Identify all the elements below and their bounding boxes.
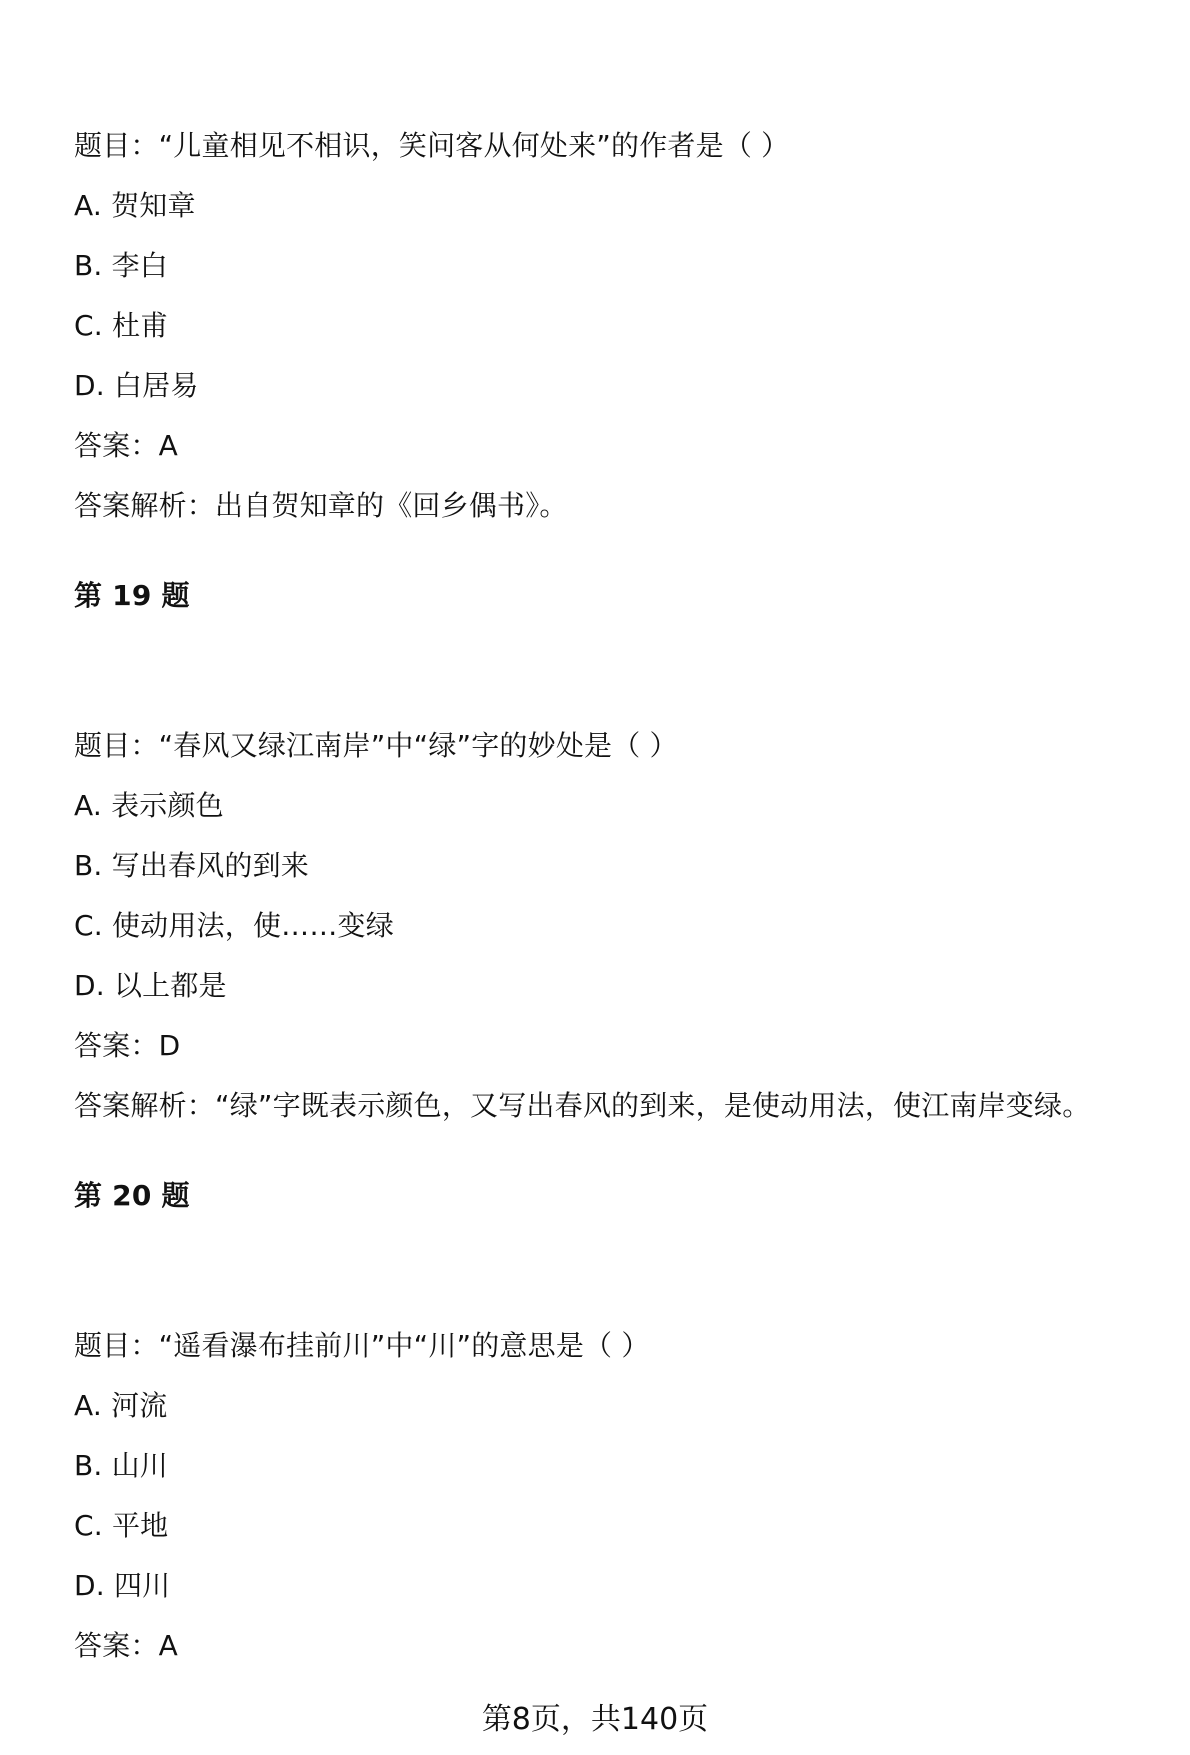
question-heading: 第 20 题 [74,1179,190,1212]
answer-text: 答案：A [74,429,178,462]
option-a: A. 河流 [74,1389,168,1422]
option-c: C. 使动用法，使……变绿 [74,909,394,942]
option-d: D. 白居易 [74,369,199,402]
answer-analysis: 答案解析：出自贺知章的《回乡偶书》。 [74,489,568,522]
option-d: D. 以上都是 [74,969,227,1002]
option-b: B. 写出春风的到来 [74,849,310,882]
option-a: A. 表示颜色 [74,789,224,822]
answer-text: 答案：D [74,1029,181,1062]
option-a: A. 贺知章 [74,189,196,222]
option-c: C. 平地 [74,1509,169,1542]
question-text: 题目：“儿童相见不相识，笑问客从何处来”的作者是（ ） [74,129,790,162]
question-heading: 第 19 题 [74,579,190,612]
answer-text: 答案：A [74,1629,178,1662]
option-d: D. 四川 [74,1569,171,1602]
answer-analysis: 答案解析：“绿”字既表示颜色，又写出春风的到来，是使动用法，使江南岸变绿。 [74,1089,1091,1122]
option-b: B. 山川 [74,1449,169,1482]
question-text: 题目：“春风又绿江南岸”中“绿”字的妙处是（ ） [74,729,678,762]
page-number-footer: 第8页，共140页 [481,1702,709,1737]
question-text: 题目：“遥看瀑布挂前川”中“川”的意思是（ ） [74,1329,650,1362]
option-b: B. 李白 [74,249,169,282]
option-c: C. 杜甫 [74,309,169,342]
